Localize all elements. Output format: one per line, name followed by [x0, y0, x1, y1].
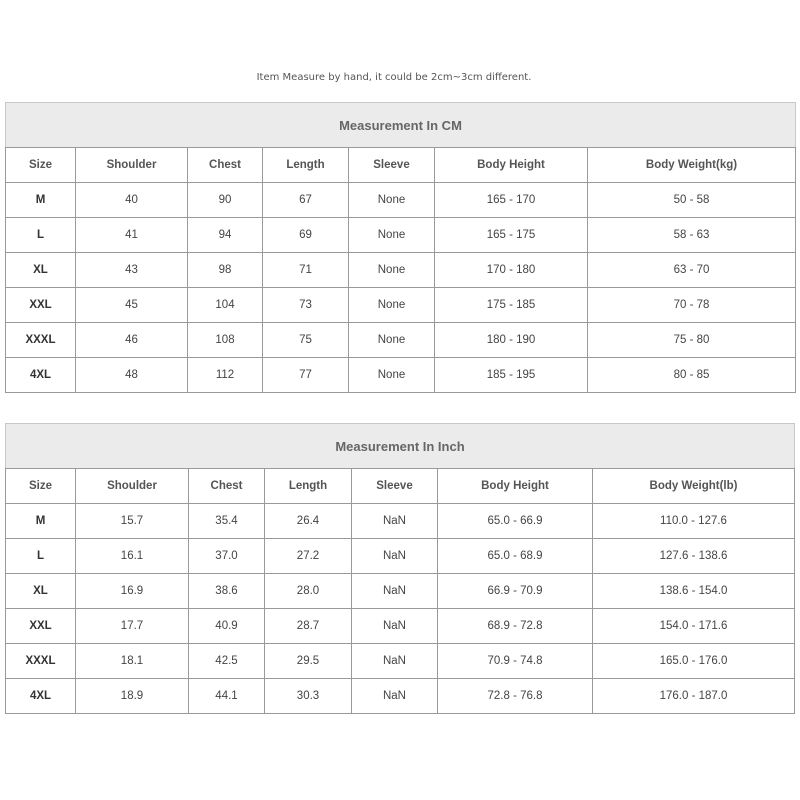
cell-size: 4XL	[6, 358, 76, 393]
table-row	[6, 183, 796, 218]
column-header-shoulder: Shoulder	[76, 469, 189, 504]
cell-length: 71	[263, 253, 349, 288]
column-header-body-weight: Body Weight(lb)	[593, 469, 795, 504]
cell-body-height: 68.9 - 72.8	[438, 609, 593, 644]
cell-shoulder: 41	[76, 218, 188, 253]
cell-chest: 94	[188, 218, 263, 253]
cell-length: 27.2	[265, 539, 352, 574]
cell-size: M	[6, 183, 76, 218]
table-row	[6, 644, 795, 679]
cell-shoulder: 16.9	[76, 574, 189, 609]
cell-body-weight: 110.0 - 127.6	[593, 504, 795, 539]
table-row	[6, 253, 796, 288]
cell-length: 30.3	[265, 679, 352, 714]
table-row	[6, 504, 795, 539]
cell-body-height: 185 - 195	[435, 358, 588, 393]
cell-size: L	[6, 539, 76, 574]
cell-length: 77	[263, 358, 349, 393]
cell-body-height: 175 - 185	[435, 288, 588, 323]
column-header-chest: Chest	[189, 469, 265, 504]
cell-body-height: 65.0 - 66.9	[438, 504, 593, 539]
cell-body-weight: 154.0 - 171.6	[593, 609, 795, 644]
column-header-size: Size	[6, 148, 76, 183]
cell-chest: 112	[188, 358, 263, 393]
cell-body-height: 165 - 170	[435, 183, 588, 218]
table-header-row	[6, 148, 796, 183]
cell-sleeve: NaN	[352, 679, 438, 714]
cell-size: XXXL	[6, 644, 76, 679]
cell-body-weight: 127.6 - 138.6	[593, 539, 795, 574]
cell-size: M	[6, 504, 76, 539]
cell-length: 73	[263, 288, 349, 323]
cell-body-weight: 63 - 70	[588, 253, 796, 288]
cell-shoulder: 43	[76, 253, 188, 288]
table-row	[6, 288, 796, 323]
cell-chest: 104	[188, 288, 263, 323]
cell-size: 4XL	[6, 679, 76, 714]
table-row	[6, 323, 796, 358]
cell-size: L	[6, 218, 76, 253]
cell-length: 75	[263, 323, 349, 358]
cell-sleeve: NaN	[352, 539, 438, 574]
cell-shoulder: 45	[76, 288, 188, 323]
table-row	[6, 609, 795, 644]
cell-sleeve: None	[349, 288, 435, 323]
cell-chest: 40.9	[189, 609, 265, 644]
cell-sleeve: None	[349, 253, 435, 288]
cell-body-weight: 138.6 - 154.0	[593, 574, 795, 609]
column-header-sleeve: Sleeve	[349, 148, 435, 183]
cell-chest: 42.5	[189, 644, 265, 679]
cell-sleeve: None	[349, 358, 435, 393]
cell-size: XXXL	[6, 323, 76, 358]
cell-body-weight: 50 - 58	[588, 183, 796, 218]
cell-length: 69	[263, 218, 349, 253]
cell-length: 28.7	[265, 609, 352, 644]
cell-body-weight: 70 - 78	[588, 288, 796, 323]
table-title-cm: Measurement In CM	[5, 102, 796, 147]
table-row	[6, 539, 795, 574]
cell-sleeve: None	[349, 183, 435, 218]
cell-shoulder: 18.9	[76, 679, 189, 714]
cell-size: XL	[6, 574, 76, 609]
cell-size: XL	[6, 253, 76, 288]
cell-length: 67	[263, 183, 349, 218]
column-header-sleeve: Sleeve	[352, 469, 438, 504]
cell-chest: 90	[188, 183, 263, 218]
cell-shoulder: 46	[76, 323, 188, 358]
cell-sleeve: NaN	[352, 609, 438, 644]
cell-body-weight: 176.0 - 187.0	[593, 679, 795, 714]
cell-body-weight: 80 - 85	[588, 358, 796, 393]
cell-chest: 35.4	[189, 504, 265, 539]
cell-chest: 98	[188, 253, 263, 288]
column-header-chest: Chest	[188, 148, 263, 183]
cell-chest: 38.6	[189, 574, 265, 609]
column-header-body-height: Body Height	[435, 148, 588, 183]
cell-sleeve: NaN	[352, 504, 438, 539]
cell-size: XXL	[6, 609, 76, 644]
cell-chest: 108	[188, 323, 263, 358]
table-header-row	[6, 469, 795, 504]
table-title-inch: Measurement In Inch	[5, 423, 795, 468]
column-header-body-height: Body Height	[438, 469, 593, 504]
cell-body-height: 70.9 - 74.8	[438, 644, 593, 679]
cell-sleeve: NaN	[352, 574, 438, 609]
cell-sleeve: None	[349, 218, 435, 253]
cell-length: 28.0	[265, 574, 352, 609]
cell-length: 29.5	[265, 644, 352, 679]
cell-body-weight: 165.0 - 176.0	[593, 644, 795, 679]
column-header-shoulder: Shoulder	[76, 148, 188, 183]
column-header-body-weight: Body Weight(kg)	[588, 148, 796, 183]
table-row	[6, 679, 795, 714]
cell-chest: 37.0	[189, 539, 265, 574]
cell-body-height: 65.0 - 68.9	[438, 539, 593, 574]
cell-body-height: 72.8 - 76.8	[438, 679, 593, 714]
size-table-inch	[5, 423, 795, 714]
cell-body-height: 66.9 - 70.9	[438, 574, 593, 609]
cell-body-height: 170 - 180	[435, 253, 588, 288]
measurement-note: Item Measure by hand, it could be 2cm~3cm different.	[256, 72, 532, 83]
cell-sleeve: None	[349, 323, 435, 358]
table-row	[6, 574, 795, 609]
cell-body-weight: 75 - 80	[588, 323, 796, 358]
column-header-length: Length	[265, 469, 352, 504]
cell-chest: 44.1	[189, 679, 265, 714]
table-row	[6, 358, 796, 393]
cell-length: 26.4	[265, 504, 352, 539]
size-table-cm	[5, 102, 796, 393]
cell-shoulder: 40	[76, 183, 188, 218]
cell-shoulder: 17.7	[76, 609, 189, 644]
column-header-length: Length	[263, 148, 349, 183]
table-row	[6, 218, 796, 253]
cell-body-weight: 58 - 63	[588, 218, 796, 253]
cell-size: XXL	[6, 288, 76, 323]
cell-sleeve: NaN	[352, 644, 438, 679]
column-header-size: Size	[6, 469, 76, 504]
cell-shoulder: 48	[76, 358, 188, 393]
cell-body-height: 165 - 175	[435, 218, 588, 253]
cell-body-height: 180 - 190	[435, 323, 588, 358]
cell-shoulder: 16.1	[76, 539, 189, 574]
cell-shoulder: 15.7	[76, 504, 189, 539]
cell-shoulder: 18.1	[76, 644, 189, 679]
